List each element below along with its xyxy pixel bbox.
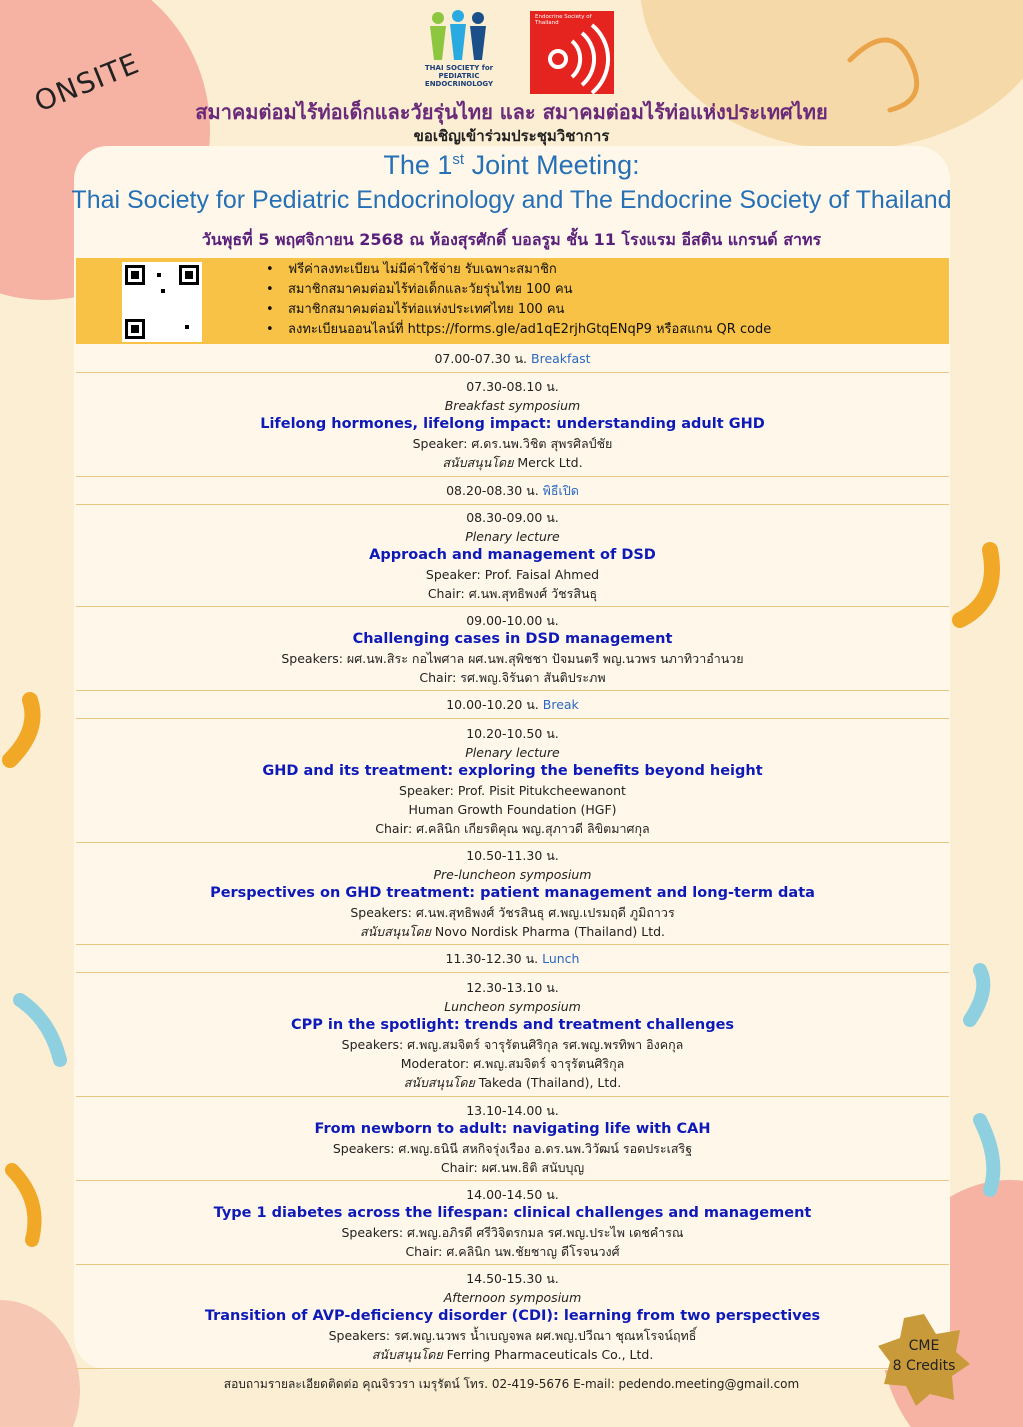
onsite-label: ONSITE [29,46,144,119]
sponsor-label: สนับสนุนโดย [403,1074,475,1090]
registration-list [266,260,771,340]
venue-date: วันพุธที่ 5 พฤศจิกายน 2568 ณ ห้องสุรศักดิ์ บอลรูม ชั้น 11 โรงแรม อีสติน แกรนด์ สาทร [201,230,822,249]
time-text: 10.00-10.20 น. [446,697,539,712]
registration-link[interactable]: • ลงทะเบียนออนไลน์ที่ https://forms.gle/ad1qE2rjhGtqENqP9 หรือสแกน QR code [266,320,771,340]
session-detail: Speakers: ศ.พญ.ธนินี สหกิจรุ่งเรือง อ.ดร.นพ.วิวัฒน์ รอดประเสริฐ [332,1140,693,1156]
contact-footer: สอบถามรายละเอียดติดต่อ คุณจิรวรา เมรุรัตน์ โทร. 02-419-5676 E-mail: pedendo.meeting@gmail.com [223,1377,800,1391]
session-type: Plenary lecture [465,744,560,760]
cme-credits [876,1336,972,1376]
pediatric-society-logo [416,8,502,96]
schedule-row [76,607,949,691]
session-topic: GHD and its treatment: exploring the benefits beyond height [262,762,763,779]
sponsor-name: Ferring Pharmaceuticals Co., Ltd. [442,1347,654,1362]
schedule-time: 10.50-11.30 น. [466,848,559,863]
session-detail: Speakers: ศ.พญ.สมจิตร์ จารุรัตนศิริกุล รศ.พญ.พรทิพา อิงคกุล [341,1036,684,1052]
meeting-title [0,150,1023,181]
session-topic: Lifelong hormones, lifelong impact: understanding adult GHD [260,416,765,432]
sponsor-label: สนับสนุนโดย [359,924,431,939]
endocrine-society-logo [530,11,614,94]
sponsor-label: สนับสนุนโดย [371,1347,443,1362]
schedule-list [76,345,949,1369]
schedule-time: 09.00-10.00 น. [466,612,559,628]
signal-waves-icon [530,11,614,94]
schedule-row [76,1181,949,1265]
session-detail: Speakers: ศ.พญ.อภิรดี ศรีวิจิตรกมล รศ.พญ.ประไพ เดชคำรณ [341,1224,684,1240]
session-label: พิธีเปิด [542,483,579,498]
session-detail: Speaker: Prof. Pisit Pitukcheewanont [399,782,626,798]
meeting-subtitle: Thai Society for Pediatric Endocrinology and The Endocrine Society of Thailand [71,186,952,214]
schedule-row [76,345,949,373]
session-type: Breakfast symposium [444,398,581,413]
registration-info [76,258,949,344]
session-type: Luncheon symposium [444,998,581,1014]
invitation-text: ขอเชิญเข้าร่วมประชุมวิชาการ [413,127,610,145]
session-label: Breakfast [531,351,591,366]
session-detail: Chair: ศ.คลินิก นพ.ชัยชาญ ดีโรจนวงศ์ [405,1243,620,1259]
schedule-time: 13.10-14.00 น. [466,1102,559,1118]
schedule-time: 10.20-10.50 น. [466,725,559,741]
sponsor-name: Merck Ltd. [513,455,583,470]
registration-item: • สมาชิกสมาคมต่อมไร้ท่อแห่งประเทศไทย 100 คน [266,300,771,320]
session-topic: From newborn to adult: navigating life with CAH [314,1120,711,1137]
registration-item: • สมาชิกสมาคมต่อมไร้ท่อเด็กและวัยรุ่นไทย 100 คน [266,280,771,300]
session-type: Plenary lecture [465,529,560,544]
schedule-row [76,691,949,719]
schedule-row [76,373,949,477]
session-label: Lunch [542,951,580,966]
session-topic: CPP in the spotlight: trends and treatment challenges [290,1016,735,1033]
sponsor-line [76,453,949,472]
schedule-time: 08.30-09.00 น. [466,510,559,525]
session-detail: Speakers: ผศ.นพ.สิระ กอไพศาล ผศ.นพ.สุพิชชา ปัจมนตรี พญ.นวพร นภาทิวาอำนวย [281,650,744,666]
time-text: 07.00-07.30 น. [434,351,528,366]
schedule-time: 14.00-14.50 น. [466,1186,559,1202]
session-detail: Chair: รศ.พญ.จิรันดา สันติประภพ [419,669,606,685]
registration-item: • ฟรีค่าลงทะเบียน ไม่มีค่าใช้จ่าย รับเฉพาะสมาชิก [266,260,771,280]
session-detail: Speakers: ศ.นพ.สุทธิพงศ์ วัชรสินธุ ศ.พญ.เปรมฤดี ภูมิถาวร [350,905,675,920]
schedule-row [76,505,949,607]
schedule-time [76,949,949,968]
session-topic: Transition of AVP-deficiency disorder (CDI): learning from two perspectives [204,1308,821,1324]
schedule-row [76,843,949,945]
cme-line2: 8 Credits [892,1358,956,1374]
meeting-title-prefix: The 1 [383,150,453,180]
sponsor-line [76,1345,949,1364]
session-topic: Perspectives on GHD treatment: patient management and long-term data [210,885,815,901]
session-detail: Speaker: Prof. Faisal Ahmed [425,567,600,582]
session-detail: Human Growth Foundation (HGF) [408,801,617,817]
jumping-people-icon [416,8,502,64]
logos [0,8,1023,98]
schedule-row [76,477,949,505]
schedule-time: 07.30-08.10 น. [466,379,559,394]
logo-right-text: Endocrine Society of Thailand [535,14,592,26]
schedule-time [76,481,949,500]
schedule-row [76,1265,949,1369]
sponsor-line [76,922,949,941]
schedule-time [76,349,949,368]
session-detail: Speaker: ศ.ดร.นพ.วิชิต สุพรศิลป์ชัย [412,436,613,451]
session-detail: Chair: ศ.นพ.สุทธิพงศ์ วัชรสินธุ [427,586,598,601]
session-detail: Moderator: ศ.พญ.สมจิตร์ จารุรัตนศิริกุล [400,1055,625,1071]
session-detail: Speakers: รศ.พญ.นวพร น้ำเบญจพล ผศ.พญ.ปวีณา ชุณหโรจน์ฤทธิ์ [328,1328,697,1343]
time-text: 11.30-12.30 น. [445,951,539,966]
session-label: Break [542,697,579,712]
session-topic: Challenging cases in DSD management [352,630,673,647]
session-detail: Chair: ศ.คลินิก เกียรติคุณ พญ.สุภาวดี ลิขิตมาศกุล [375,820,650,836]
thai-title: สมาคมต่อมไร้ท่อเด็กและวัยรุ่นไทย และ สมาคมต่อมไร้ท่อแห่งประเทศไทย [195,100,828,124]
schedule-time: 12.30-13.10 น. [466,979,559,995]
schedule-time: 14.50-15.30 น. [466,1271,559,1286]
meeting-title-sup: st [452,151,465,168]
sponsor-name: Novo Nordisk Pharma (Thailand) Ltd. [430,924,666,939]
session-type: Pre-luncheon symposium [433,867,592,882]
sponsor-line [76,1073,949,1092]
qr-code-icon [122,262,202,342]
cme-line1: CME [908,1338,940,1354]
schedule-row [76,719,949,843]
sponsor-name: Takeda (Thailand), Ltd. [474,1074,622,1090]
schedule-time [76,695,949,714]
time-text: 08.20-08.30 น. [446,483,539,498]
sponsor-label: สนับสนุนโดย [442,455,514,470]
cme-badge [876,1312,972,1408]
schedule-row [76,973,949,1097]
session-detail: Chair: ผศ.นพ.ธิติ สนับบุญ [440,1159,585,1175]
session-type: Afternoon symposium [443,1290,582,1305]
schedule-row [76,1097,949,1181]
session-topic: Approach and management of DSD [369,547,656,563]
logo-left-text: THAI SOCIETY for PEDIATRIC ENDOCRINOLOGY [424,64,494,88]
schedule-row [76,945,949,973]
session-topic: Type 1 diabetes across the lifespan: clinical challenges and management [213,1204,812,1221]
meeting-title-suffix: Joint Meeting: [464,150,640,180]
qr-code[interactable] [122,262,202,342]
